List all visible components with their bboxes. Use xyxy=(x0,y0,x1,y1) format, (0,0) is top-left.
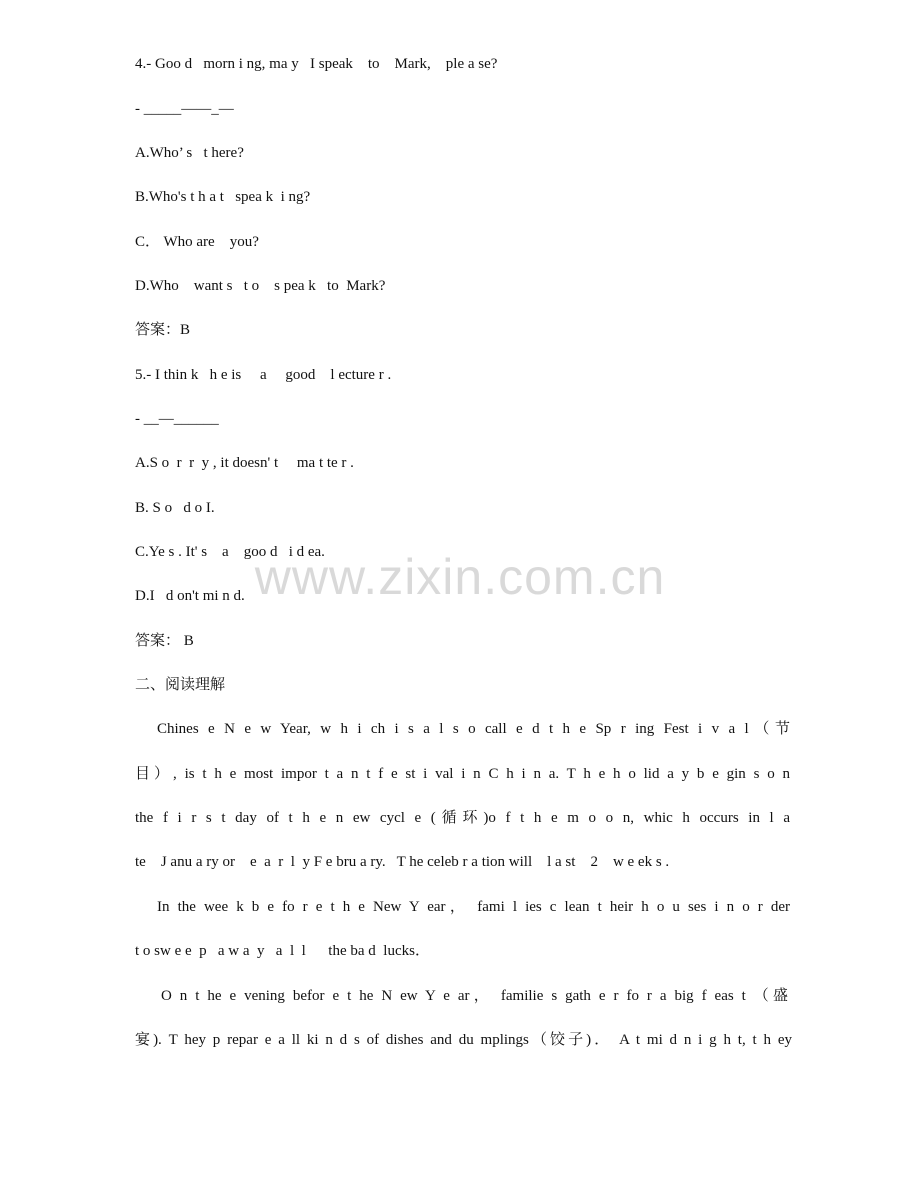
passage-line: O n t he e vening befor e t he N ew Y e ar， familie s gath e r fo r a big f eas t （盛 xyxy=(161,988,788,1004)
passage-line: the f i r s t day of t h e n ew cycl e (循环)o f t h e m o o n, whic h occurs in l a xyxy=(135,810,790,826)
question-4-blank: - _____——_— xyxy=(135,101,234,117)
question-5-answer: 答案： B xyxy=(135,633,194,649)
question-4-prompt: 4.- Goo d morn i ng, ma y I speak to Mark, ple a se? xyxy=(135,56,498,72)
question-5-option-a: A.S o r r y , it doesn' t ma t te r . xyxy=(135,455,354,471)
passage-line: 宴). T hey p repar e a ll ki n d s of dishes and du mplings（饺子)． A t mi d n i g h t, t h ey xyxy=(135,1032,792,1048)
passage-line: In the wee k b e fo r e t h e New Y ear， fami l ies c lean t heir h o u ses i n o r der xyxy=(157,899,790,915)
question-4-option-d: D.Who want s t o s pea k to Mark? xyxy=(135,278,386,294)
question-5-option-b: B. S o d o I. xyxy=(135,500,215,516)
passage-line: Chines e N e w Year, w h i ch i s a l s o call e d t h e Sp r ing Fest i v a l（节 xyxy=(157,721,790,737)
watermark: www.zixin.com.cn xyxy=(254,549,666,605)
question-4-option-a: A.Who’ s t here? xyxy=(135,145,244,161)
question-5-option-d: D.I d on't mi n d. xyxy=(135,588,245,604)
passage-line: te J anu a ry or e a r l y F e bru a ry. T he celeb r a tion will l a st 2 w e ek s . xyxy=(135,854,670,870)
passage-line: t o sw e e p a w a y a l l the ba d lucks． xyxy=(135,943,430,959)
passage-line: 目）, is t h e most impor t a n t f e st i val i n C h i n a. T h e h o lid a y b e gin s o n xyxy=(135,766,790,782)
question-4-answer: 答案：B xyxy=(135,322,191,338)
question-5-blank: - __—______ xyxy=(135,411,219,427)
question-5-prompt: 5.- I thin k h e is a good l ecture r . xyxy=(135,367,392,383)
question-4-option-b: B.Who's t h a t spea k i ng? xyxy=(135,189,311,205)
section-heading: 二、阅读理解 xyxy=(135,677,226,693)
question-4-option-c: C． Who are you? xyxy=(135,234,259,250)
question-5-option-c: C.Ye s . It' s a goo d i d ea. xyxy=(135,544,325,560)
